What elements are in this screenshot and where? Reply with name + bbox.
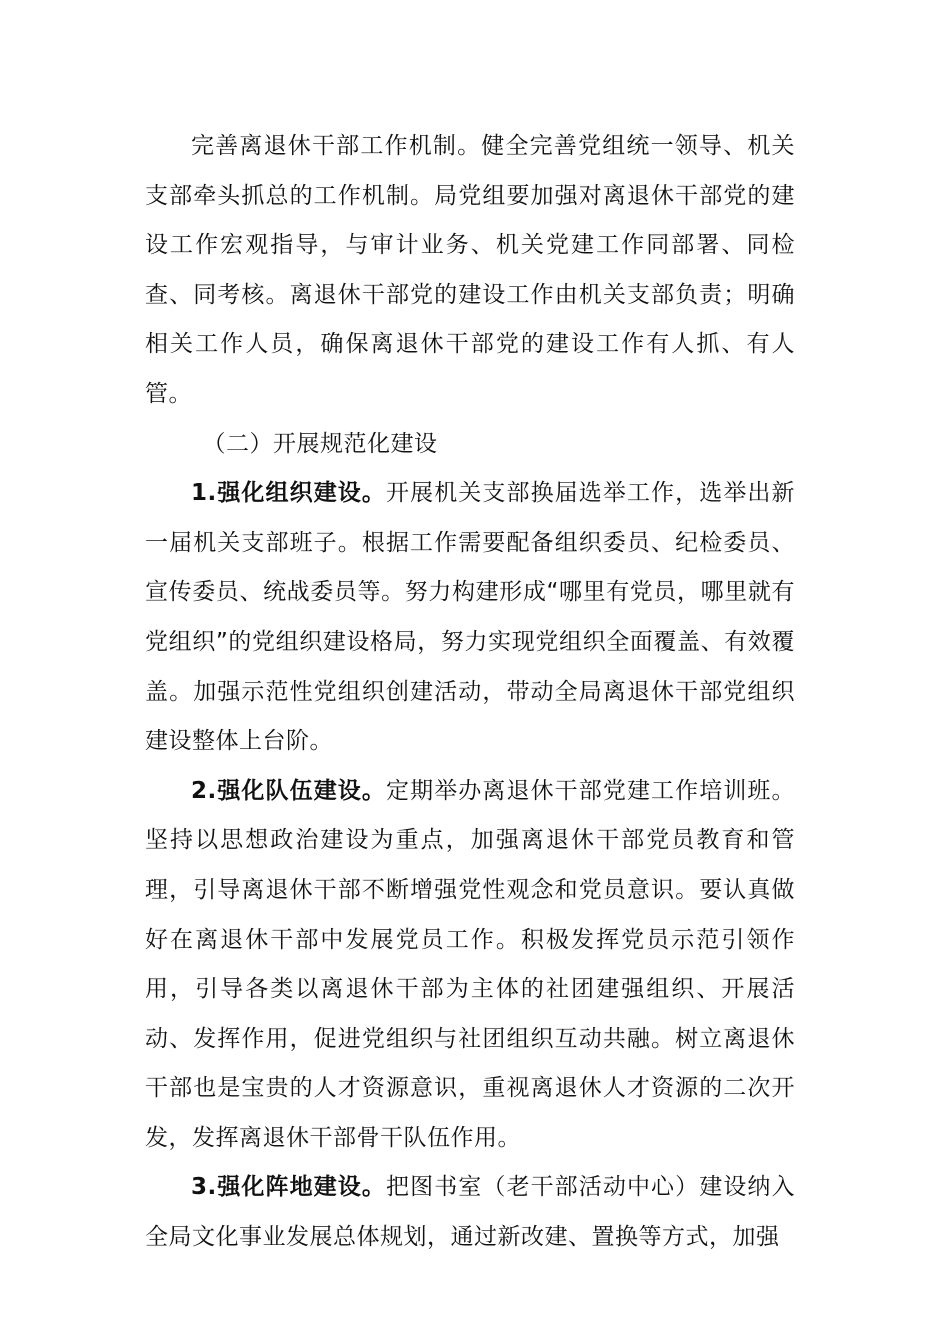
section-heading-standardization — [145, 420, 795, 470]
paragraph-text: 定期举办离退休干部党建工作培训班。坚持以思想政治建设为重点，加强离退休干部党员教育和管理，引导离退休干部不断增强党性观念和党员意识。要认真做好在离退休干部中发展党员工作。积极发挥党员示范引领作用，引导各类以离退休干部为主体的社团建强组织、开展活动、发挥作用，促进党组织与社团组织互动共融。树立离退休干部也是宝贵的人才资源意识，重视离退休人才资源的二次开发，发挥离退休干部骨干队伍作用。 — [145, 777, 795, 1151]
paragraph-text: 完善离退休干部工作机制。健全完善党组统一领导、机关支部牵头抓总的工作机制。局党组要加强对离退休干部党的建设工作宏观指导，与审计业务、机关党建工作同部署、同检查、同考核。离退休干部党的建设工作由机关支部负责；明确相关工作人员，确保离退休干部党的建设工作有人抓、有人管。 — [145, 133, 795, 407]
paragraph-lead-heading: 3.强化阵地建设。 — [191, 1174, 386, 1201]
paragraph-organization-building — [145, 469, 795, 767]
paragraph-position-building — [145, 1163, 795, 1262]
paragraph-work-mechanism — [145, 122, 795, 420]
paragraph-lead-heading: 1.强化组织建设。 — [191, 480, 386, 507]
paragraph-team-building — [145, 767, 795, 1164]
section-heading-text: （二）开展规范化建设 — [202, 430, 438, 457]
paragraph-text: 把图书室（老干部活动中心）建设纳入全局文化事业发展总体规划，通过新改建、置换等方式，加强 — [145, 1174, 795, 1251]
document-body — [145, 122, 795, 1263]
paragraph-lead-heading: 2.强化队伍建设。 — [191, 777, 386, 804]
paragraph-text: 开展机关支部换届选举工作，选举出新一届机关支部班子。根据工作需要配备组织委员、纪检委员、宣传委员、统战委员等。努力构建形成“哪里有党员，哪里就有党组织”的党组织建设格局，努力实现党组织全面覆盖、有效覆盖。加强示范性党组织创建活动，带动全局离退休干部党组织建设整体上台阶。 — [145, 480, 795, 755]
